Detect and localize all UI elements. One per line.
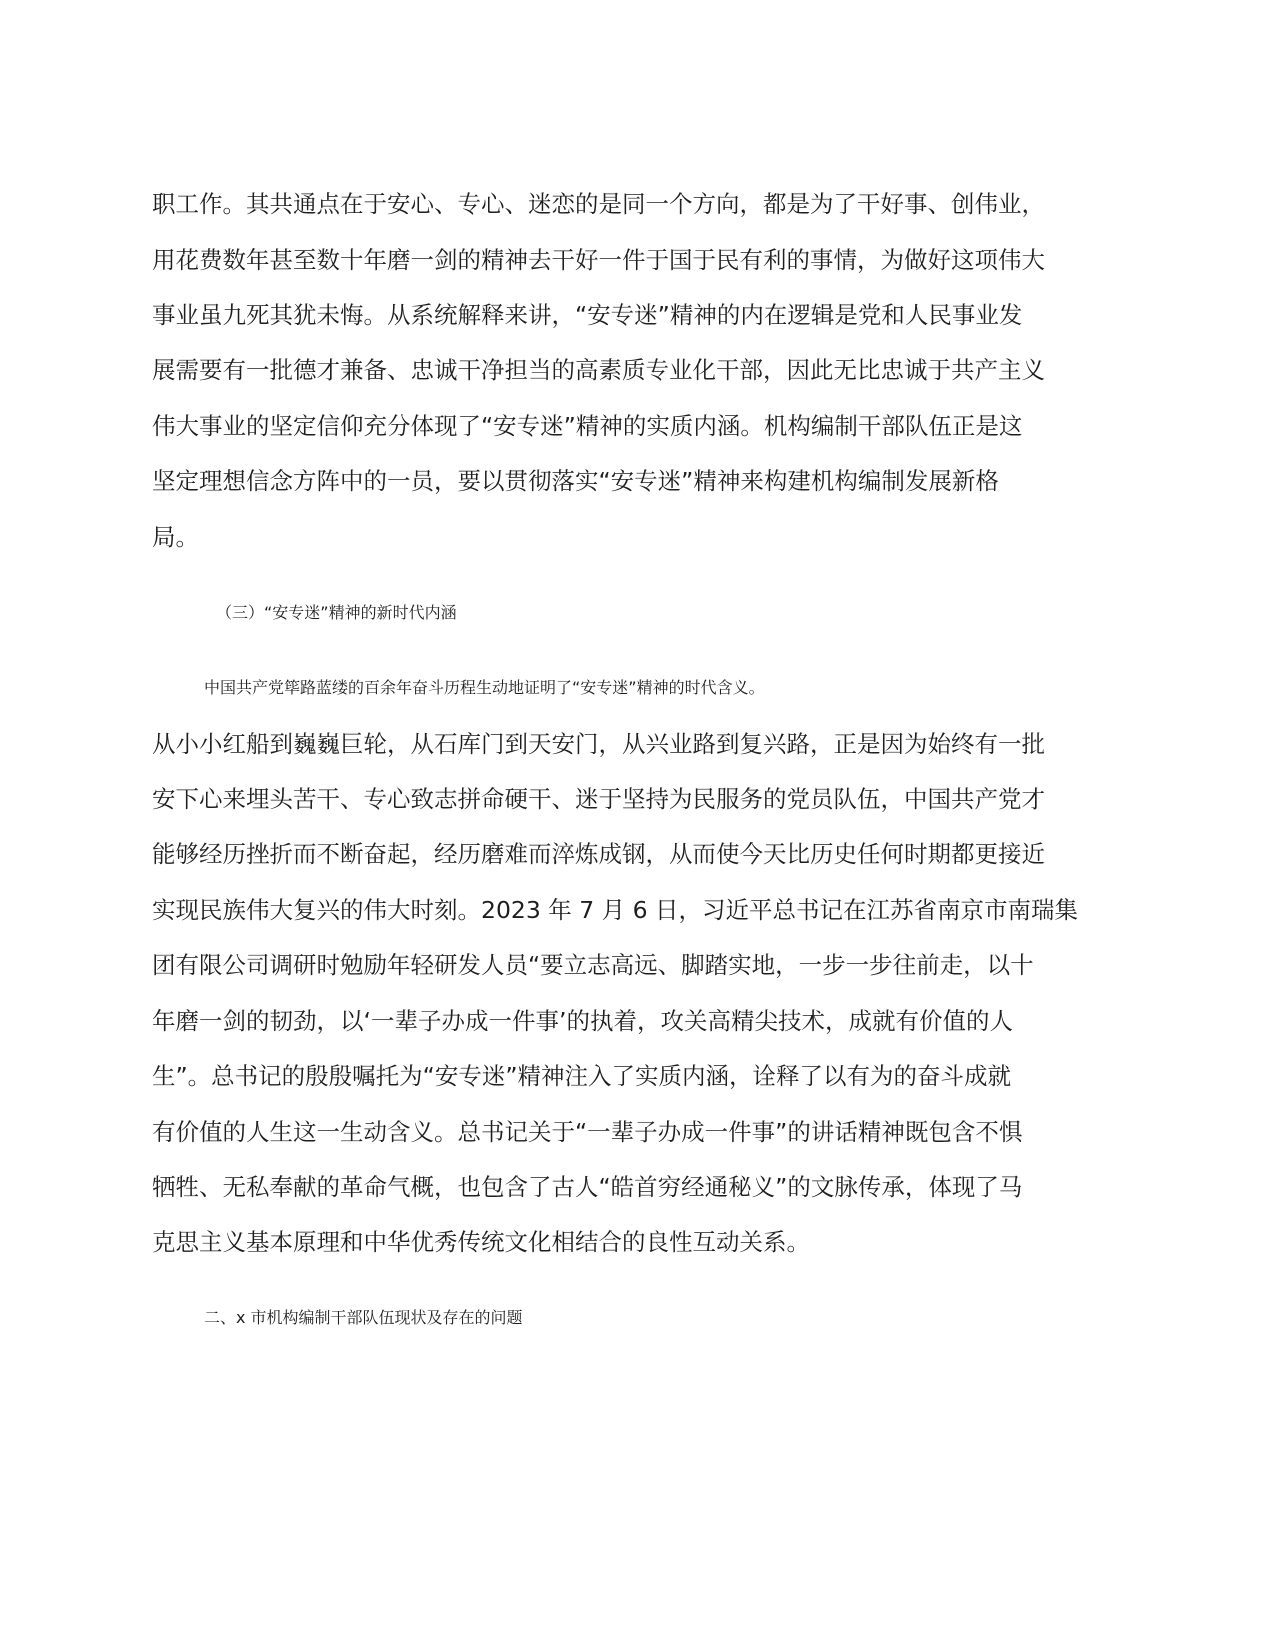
paragraph2-line-1: 中国共产党筚路蓝缕的百余年奋斗历程生动地证明了“安专迷”精神的时代含义。 <box>204 678 765 697</box>
paragraph1-line-3: 事业虽九死其犹未悔。从系统解释来讲，“安专迷”精神的内在逻辑是党和人民事业发 <box>152 301 1023 329</box>
paragraph1-line-7: 局。 <box>152 523 199 551</box>
paragraph2-line-11: 克思主义基本原理和中华优秀传统文化相结合的良性互动关系。 <box>152 1228 810 1256</box>
paragraph2-line-5: 实现民族伟大复兴的伟大时刻。2023 年 7 月 6 日，习近平总书记在江苏省南京市南瑞集 <box>152 896 1079 924</box>
paragraph2-line-2: 从小小红船到巍巍巨轮，从石库门到天安门，从兴业路到复兴路，正是因为始终有一批 <box>152 730 1045 758</box>
paragraph2-line-9: 有价值的人生这一生动含义。总书记关于“一辈子办成一件事”的讲话精神既包含不惧 <box>152 1118 1023 1146</box>
paragraph2-line-7: 年磨一剑的韧劲，以‘一辈子办成一件事’的执着，攻关高精尖技术，成就有价值的人 <box>152 1007 1013 1035</box>
paragraph2-line-4: 能够经历挫折而不断奋起，经历磨难而淬炼成钢，从而使今天比历史任何时期都更接近 <box>152 840 1045 868</box>
paragraph1-line-2: 用花费数年甚至数十年磨一剑的精神去干好一件于国于民有利的事情，为做好这项伟大 <box>152 246 1045 274</box>
paragraph2-line-10: 牺牲、无私奉献的革命气概，也包含了古人“皓首穷经通秘义”的文脉传承，体现了马 <box>152 1173 1023 1201</box>
paragraph1-line-6: 坚定理想信念方阵中的一员，要以贯彻落实“安专迷”精神来构建机构编制发展新格 <box>152 467 999 495</box>
paragraph2-line-6: 团有限公司调研时勉励年轻研发人员“要立志高远、脚踏实地，一步一步往前走，以十 <box>152 951 1034 979</box>
section-heading-2: 二、x 市机构编制干部队伍现状及存在的问题 <box>204 1308 523 1327</box>
section-heading-3: （三）“安专迷”精神的新时代内涵 <box>216 603 457 622</box>
paragraph1-line-4: 展需要有一批德才兼备、忠诚干净担当的高素质专业化干部，因此无比忠诚于共产主义 <box>152 356 1045 384</box>
paragraph2-line-8: 生”。总书记的殷殷嘱托为“安专迷”精神注入了实质内涵，诠释了以有为的奋斗成就 <box>152 1062 1012 1090</box>
paragraph2-line-3: 安下心来埋头苦干、专心致志拼命硬干、迷于坚持为民服务的党员队伍，中国共产党才 <box>152 785 1045 813</box>
paragraph1-line-1: 职工作。其共通点在于安心、专心、迷恋的是同一个方向，都是为了干好事、创伟业， <box>152 190 1045 218</box>
paragraph1-line-5: 伟大事业的坚定信仰充分体现了“安专迷”精神的实质内涵。机构编制干部队伍正是这 <box>152 412 1023 440</box>
